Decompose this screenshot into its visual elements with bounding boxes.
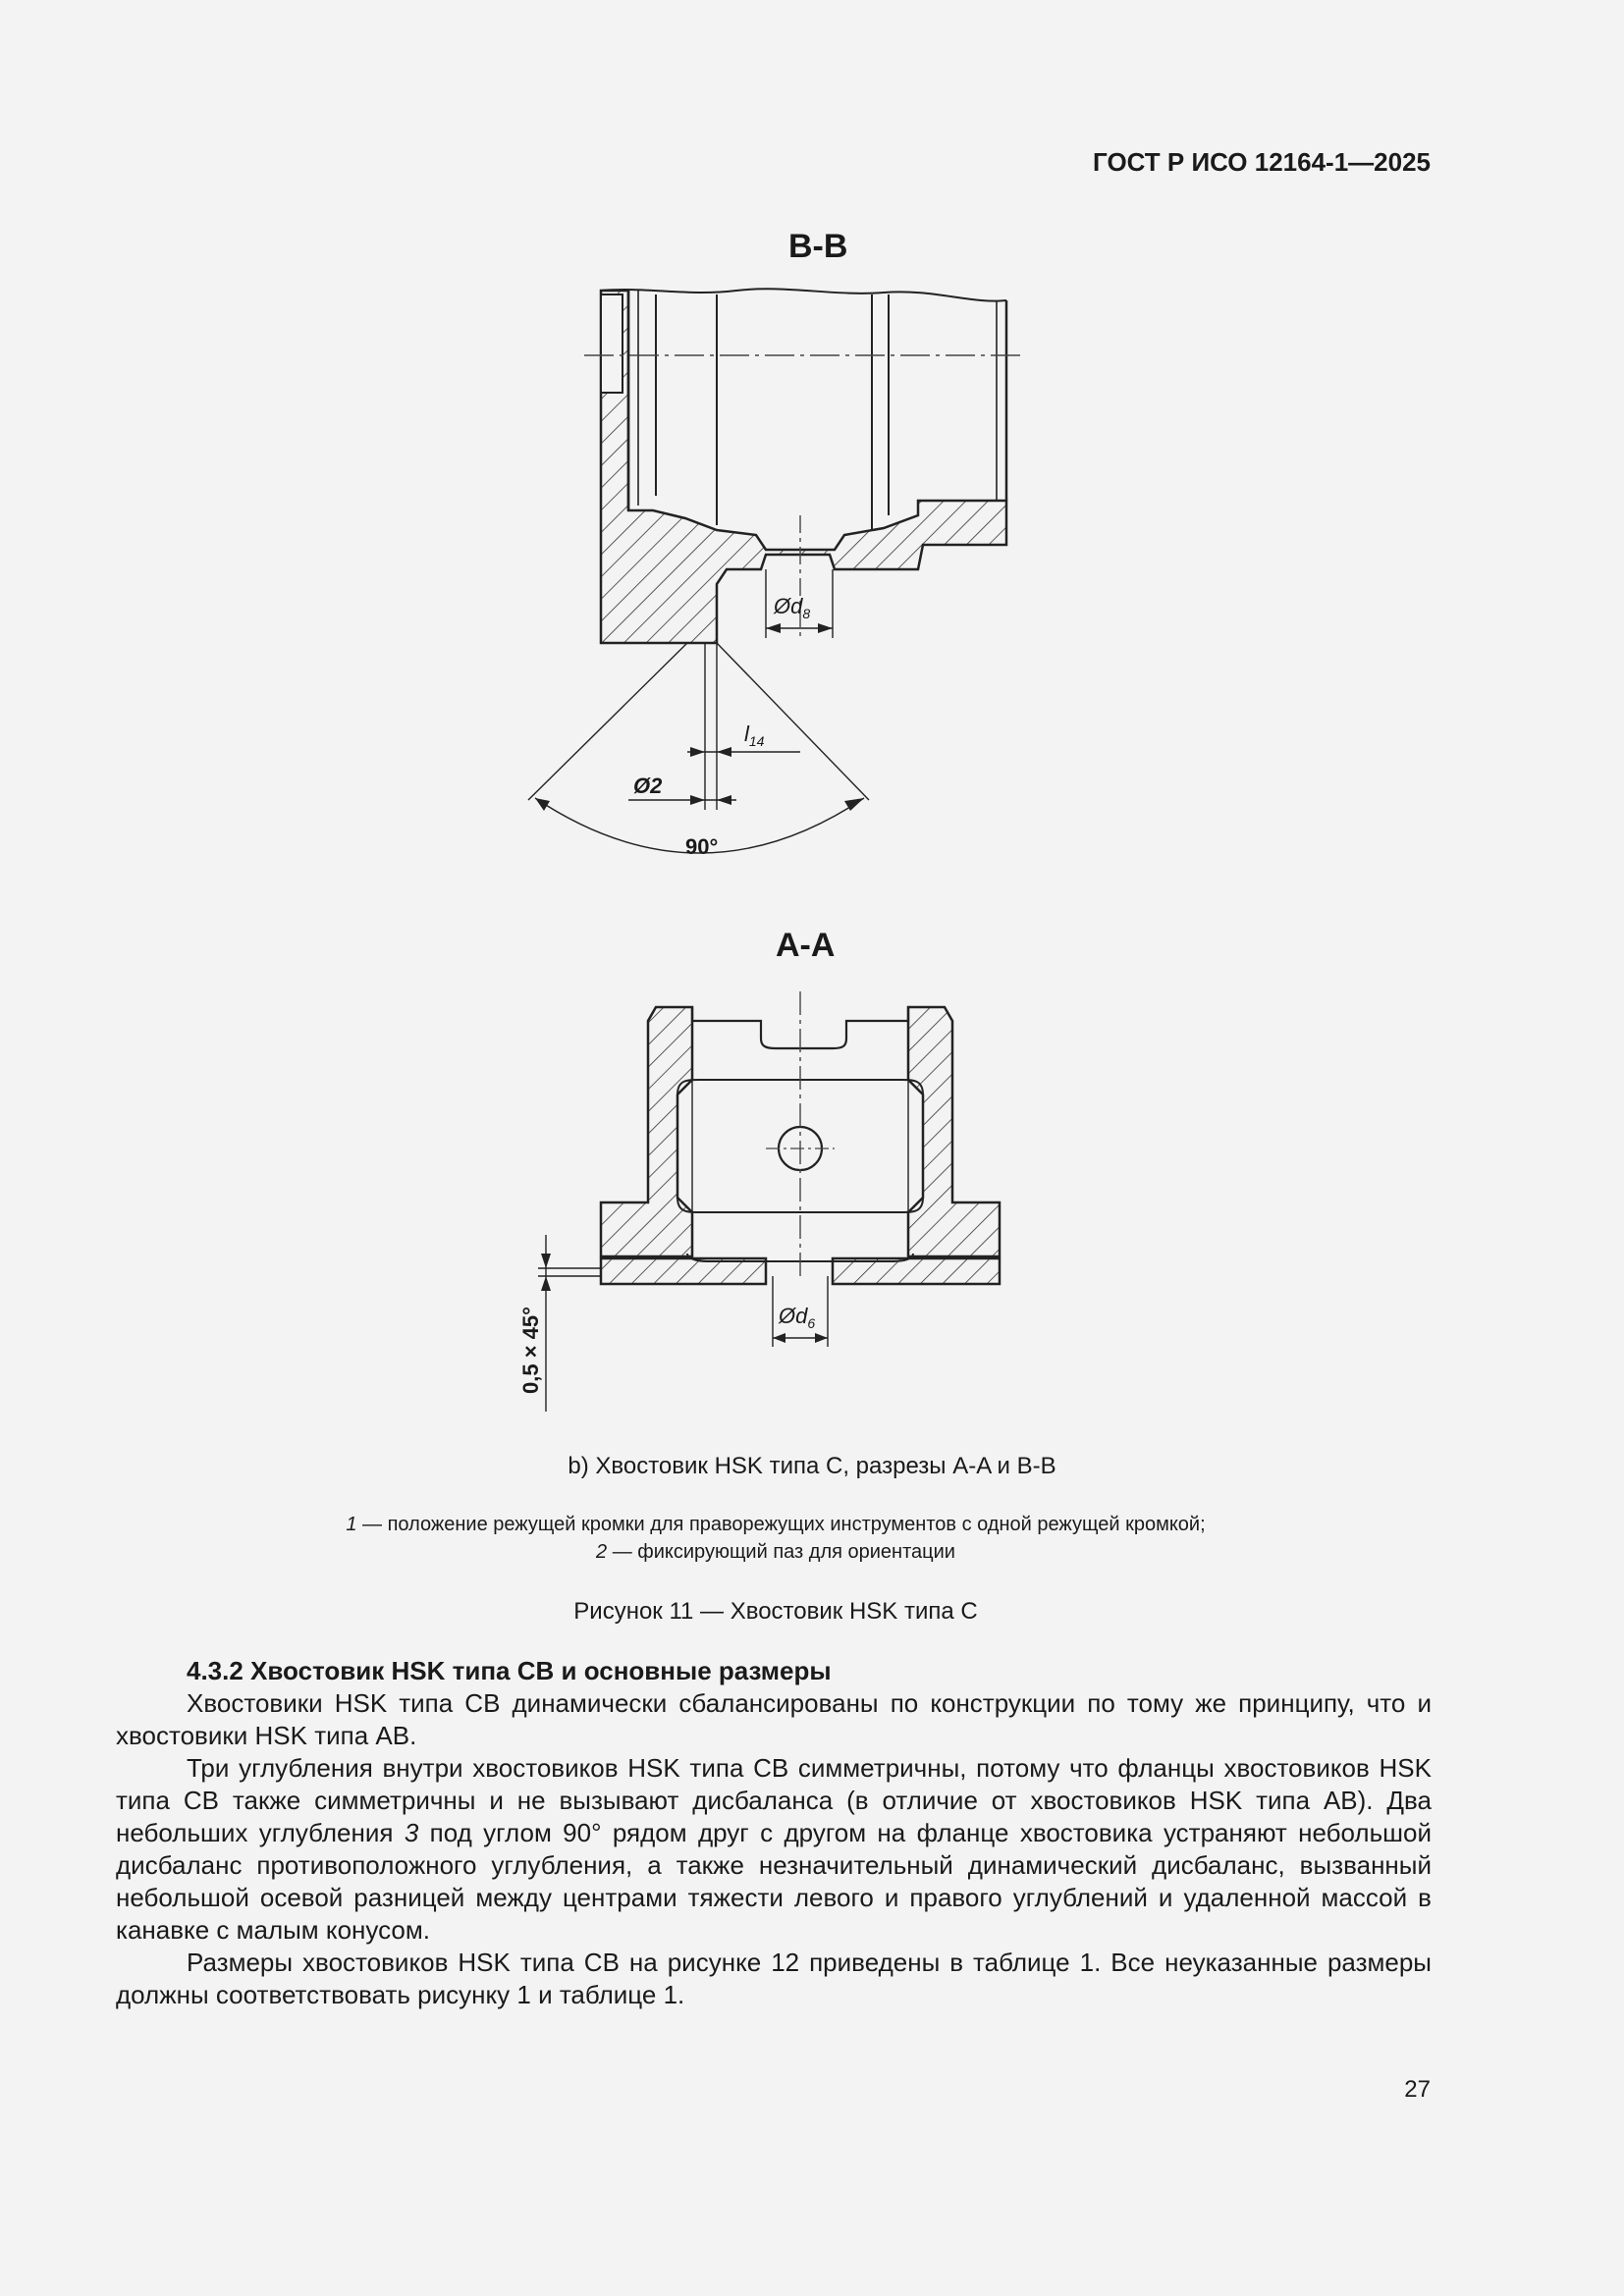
paragraph-1: Хвостовики HSK типа CB динамически сбалансированы по конструкции по тому же принципу, что и хвостовики HSK типа AB.: [116, 1688, 1432, 1750]
section-4-3-2: [116, 1655, 1432, 2011]
legend-item-2: 2 — фиксирующий паз для ориентации: [596, 1541, 955, 1563]
bb-dim-d8: $Ød_8$: [774, 594, 811, 621]
aa-dim-d6: $Ød_6$: [779, 1304, 816, 1331]
paragraph-2: Три углубления внутри хвостовиков HSK типа CB симметричны, потому что фланцы хвостовиков HSK типа CB также симметричны и не вызывают дисбаланса (в отличие от хвостовиков HSK типа AB). Два небольших углубления 3 под углом 90° рядом друг с другом на фланце хвостовика устраняют небольшой дисбаланс противоположного углубления, а также незначительный динамический дисбаланс, вызванный небольшой осевой разницей между центрами тяжести левого и правого углублений и удаленной массой в канавке с малым конусом.: [116, 1753, 1432, 1945]
section-heading: 4.3.2 Хвостовик HSK типа CB и основные размеры: [187, 1656, 832, 1685]
bb-hatched-body: [601, 291, 1006, 643]
section-aa-title: A-A: [776, 927, 836, 964]
aa-left-wall: [601, 1007, 692, 1256]
figure-subcaption: b) Хвостовик HSK типа C, разрезы A-A и B-B: [568, 1453, 1056, 1479]
bb-left-slot: [601, 294, 623, 393]
bb-dim-dia2: Ø2: [633, 774, 663, 798]
figure-caption: Рисунок 11 — Хвостовик HSK типа C: [573, 1598, 978, 1625]
section-bb-title: B-B: [788, 228, 848, 265]
legend-item-1: 1 — положение режущей кромки для праворежущих инструментов с одной режущей кромкой;: [346, 1514, 1206, 1535]
document-header: ГОСТ Р ИСО 12164-1—2025: [1093, 147, 1431, 177]
bb-angle-90: 90°: [685, 834, 719, 859]
page-number: 27: [1404, 2076, 1431, 2103]
section-aa-drawing: [0, 982, 1624, 1433]
bb-break-line: [601, 289, 1006, 300]
section-bb-drawing: [0, 0, 1624, 883]
aa-right-wall: [908, 1007, 1000, 1256]
aa-chamfer: 0,5 × 45°: [518, 1307, 543, 1394]
paragraph-3: Размеры хвостовиков HSK типа CB на рисунке 12 приведены в таблице 1. Все неуказанные размеры должны соответствовать рисунку 1 и таблице 1.: [116, 1948, 1432, 2009]
bb-dim-l14: $l_{14}$: [744, 721, 765, 749]
